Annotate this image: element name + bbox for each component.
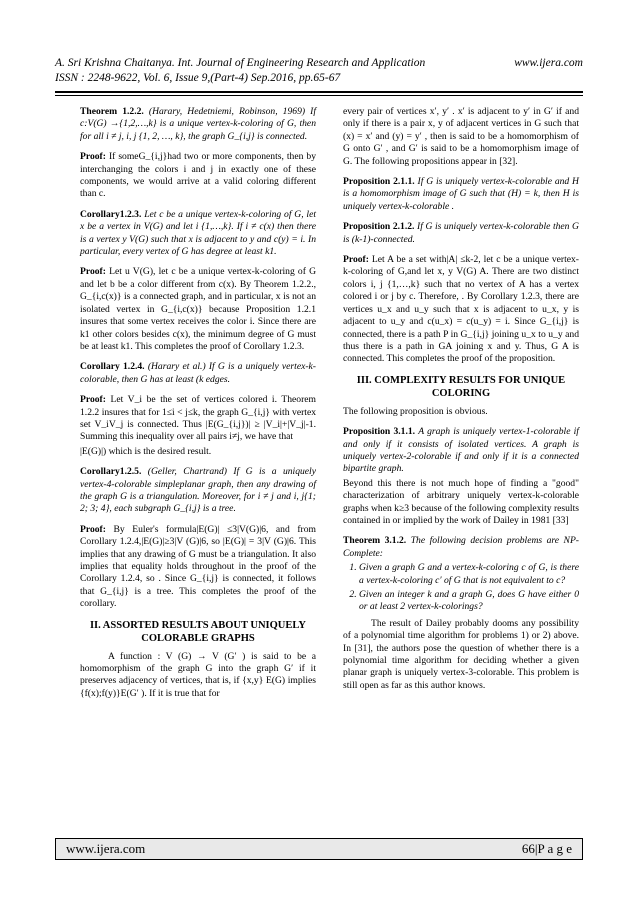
header-rule xyxy=(55,91,583,93)
homomorphism-continued: every pair of vertices x′, y′ . x′ is adjacent to y′ in G′ if and only if there is a pair x, y of adjacent vertices in G such that (x) = x′ and (y) = y′ , then is said to be a homomorphism of G onto G′ , and G′ is said to be a homomorphism image of G. The following propositions appear in [32]. xyxy=(343,106,579,167)
proposition-2-1-1: Proposition 2.1.1. If G is uniquely vertex-k-colorable and H is a homomorphism image of G such that (H) = k, then H is uniquely vertex-k-colorable . xyxy=(343,176,579,212)
page-header xyxy=(55,56,583,86)
right-column xyxy=(343,106,579,700)
proposition-3-1-1: Proposition 3.1.1. A graph is uniquely vertex-1-colorable if and only if it consists of isolated vertices. A graph is uniquely vertex-2-colorable if and only if it is a connected bipartite graph. xyxy=(343,426,579,475)
list-item: 2. Given an integer k and a graph G, does G have either 0 or at least 2 vertex-k-colorings? xyxy=(359,589,579,614)
proof-4: Proof: By Euler's formula|E(G)| ≤3|V(G)|6, and from Corollary 1.2.4,|E(G)|≥3|V (G)|6, so |E(G)| = 3|V (G)|6. This implies that any drawing of G must be a triangulation. It also implies that equality holds throughout in the proof of the Corollary 1.2.4, so . Since G_{i,j} is connected, it follows that G_{i,j} is a tree. This completes the proof of the corollary. xyxy=(80,523,316,610)
dailey-paragraph: The result of Dailey probably dooms any possibility of a polynomial time algorithm for problems 1) or 2) above. In [31], the authors pose the question of whether there is a polynomial time algorithm for deciding whether a given planar graph is uniquely vertex-3-colorable. This problem is still open as far as this author knows. xyxy=(343,617,579,691)
corollary-1-2-5: Corollary1.2.5. (Geller, Chartrand) If G is a uniquely vertex-4-colorable simpleplanar graph, then any drawing of the graph G is a triangulation. Moreover, for i ≠ j and i, j{1; 2; 3; 4}, each subgraph G_{i,j} is a tree. xyxy=(80,466,316,515)
proof-3-end: |E(G)|) which is the desired result. xyxy=(80,445,212,457)
page-number: 66|P a g e xyxy=(521,841,572,856)
proof-3: Proof: Let V_i be the set of vertices colored i. Theorem 1.2.2 insures that for 1≤i < j≤k, the graph G_{i,j} with vertex set V_iV_j is connected. Thus |E(G_{i,j})| ≥ |V_i|+|V_j|-1. Summing this inequality over all pairs i≠j, we have that xyxy=(80,394,316,443)
np-complete-list xyxy=(343,562,579,614)
theorem-1-2-2: Theorem 1.2.2. (Harary, Hedetniemi, Robinson, 1969) If c:V(G) →{1,2,…,k} is a unique vertex-k-coloring of G, then for all i ≠ j, i, j {1, 2, …, k}, the graph G_{i,j} is connected. xyxy=(80,106,316,142)
homomorphism-definition: A function : V (G) → V (G′ ) is said to be a homomorphism of the graph G into the graph G′ if it preserves adjacency of vertices, that is, if {x,y} E(G) implies {f(x);f(y)}E(G′ ). If it is true that for xyxy=(80,650,316,699)
page-footer xyxy=(55,838,583,860)
proof-1: Proof: If someG_{i,j}had two or more components, then by interchanging the colors i and j in exactly one of these components, we would arrive at a valid coloring different than c. xyxy=(80,151,316,200)
proof-2: Proof: Let u V(G), let c be a unique vertex-k-coloring of G and let b be a color different from c(x). By Theorem 1.2.2., G_{i,c(x)} is a connected graph, and in particular, x is not an isolated vertex in G_{i,c(x)} because Proposition 1.2.1 insures that some vertex receives the color i. Since there are k1 other colors besides c(x), the minimum degree of G must be at least k1. This completes the proof of Corollary 1.2.3. xyxy=(80,266,316,352)
proof-5: Proof: Let A be a set with|A| ≤k-2, let c be a unique vertex-k-coloring of G,and let x, y V(G) A. There are two distinct colors i, j {1,…,k} such that no vertex of A has a vertex colored i or j by c. Therefore, . By Corollary 1.2.3, there are vertices u_x and u_y such that x is adjacent to u_x, y is adjacent to u_y and c(u_x) = c(u_y) = i. Since G_{i,j} is connected, there is a path P in G_{i,j} joining u_x to u_y and thus there is a path in GA joining x and y. Thus, G A is connected. This completes the proof of the proposition. xyxy=(343,254,579,365)
section-2-heading: II. ASSORTED RESULTS ABOUT UNIQUELY COLORABLE GRAPHS xyxy=(89,619,307,644)
left-column xyxy=(80,106,316,708)
footer-site: www.ijera.com xyxy=(66,841,146,856)
journal-citation: A. Sri Krishna Chaitanya. Int. Journal of Engineering Research and Application xyxy=(55,57,426,69)
characterization-paragraph: Beyond this there is not much hope of finding a "good" characterization of arbitrary uniquely vertex-k-colorable graphs when k≥3 because of the following complexity results contained in or implied by the work of Dailey in 1981 [33] xyxy=(343,477,579,526)
section-3-intro: The following proposition is obvious. xyxy=(343,405,488,417)
corollary-1-2-3: Corollary1.2.3. Let c be a unique vertex-k-coloring of G, let x be a vertex in V(G) and let i {1,…,k}. If i ≠ c(x) then there is a vertex y V(G) such that x is adjacent to y and c(y) = i. In particular, every vertex of G has degree at least k1. xyxy=(80,208,316,258)
header-site: www.ijera.com xyxy=(514,57,583,69)
corollary-1-2-4: Corollary 1.2.4. (Harary et al.) If G is a uniquely vertex-k-colorable, then G has at least (k edges. xyxy=(80,361,316,385)
header-rule-thin xyxy=(55,95,583,96)
list-item: 1. Given a graph G and a vertex-k-coloring c of G, is there a vertex-k-coloring c′ of G that is not equivalent to c? xyxy=(359,562,579,587)
proposition-2-1-2: Proposition 2.1.2. If G is uniquely vertex-k-colorable then G is (k-1)-connected. xyxy=(343,221,579,245)
section-3-heading: III. COMPLEXITY RESULTS FOR UNIQUE COLORING xyxy=(356,374,566,399)
issn-line: ISSN : 2248-9622, Vol. 6, Issue 9,(Part-4) Sep.2016, pp.65-67 xyxy=(55,72,341,84)
theorem-3-1-2: Theorem 3.1.2. The following decision problems are NP-Complete: xyxy=(343,535,580,559)
